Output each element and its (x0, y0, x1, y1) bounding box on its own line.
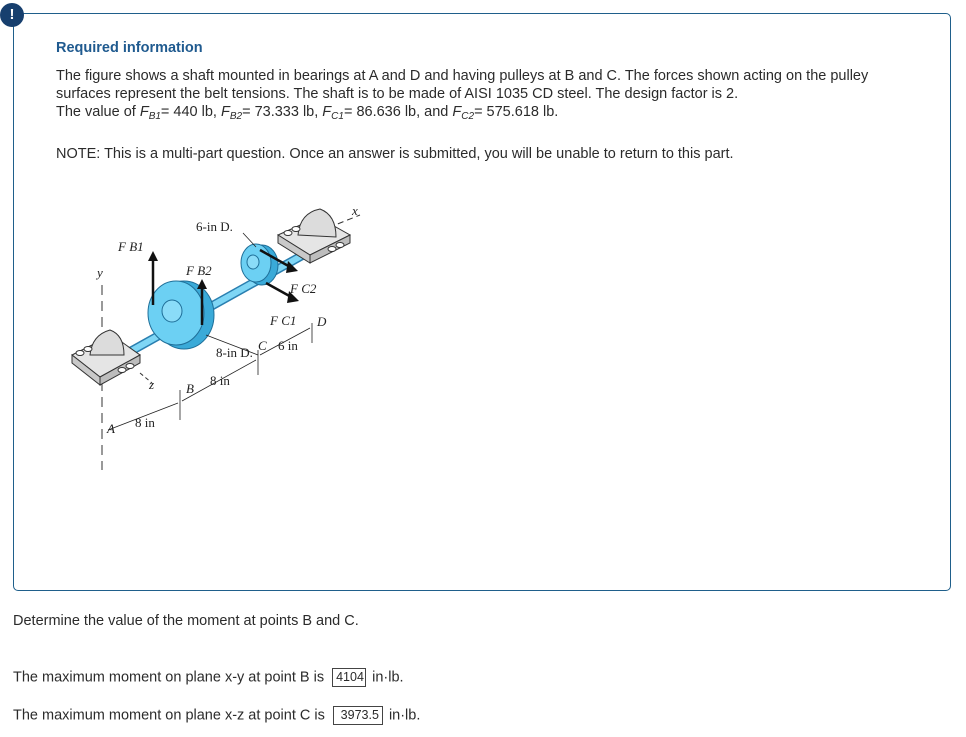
alert-icon: ! (0, 3, 24, 27)
label-y: y (97, 265, 103, 280)
answer-b-unit: in·lb. (372, 669, 404, 686)
fc1-sub: C1 (331, 111, 344, 122)
question-text: Determine the value of the moment at points B and C. (13, 613, 359, 629)
label-dim-cd: 6 in (278, 338, 298, 353)
values-prefix: The value of (56, 104, 140, 120)
label-z: z (149, 377, 155, 392)
fb1-value: = 440 lb, (160, 104, 221, 120)
fc1-var: F (322, 104, 332, 120)
label-c: C (258, 338, 267, 353)
fb1-sub: B1 (148, 111, 161, 122)
force-values-line (56, 104, 558, 120)
label-a: A (107, 421, 115, 436)
answer-c-field[interactable]: 3973.5 (333, 706, 383, 725)
label-b: B (186, 381, 194, 396)
label-fb2: F B2 (186, 263, 212, 278)
fc1-value: = 86.636 lb, and (343, 104, 453, 120)
problem-text: The figure shows a shaft mounted in bearings at A and D and having pulleys at B and C. The forces shown acting on the pulley surfaces represent the belt tensions. The shaft is to be made of AISI 1035 CD steel. The design factor is 2. (56, 68, 869, 102)
shaft-figure (60, 195, 390, 475)
fb2-sub: B2 (229, 111, 243, 122)
bearing-d (278, 209, 350, 263)
bearing-a (72, 330, 140, 385)
pulley-c (241, 244, 278, 285)
answer-b-prefix: The maximum moment on plane x-y at point B is (13, 669, 325, 686)
label-dim-ab: 8 in (135, 415, 155, 430)
label-8in-diameter: 8-in D. (216, 345, 253, 360)
fc2-value: = 575.618 lb. (474, 104, 559, 120)
problem-statement (56, 67, 926, 126)
fc2-sub: C2 (461, 111, 475, 122)
answer-b-field[interactable]: 4104 (332, 668, 366, 687)
label-fb1: F B1 (118, 239, 144, 254)
fb1-var: F (139, 104, 149, 120)
fb2-var: F (220, 104, 230, 120)
fb2-value: = 73.333 lb, (242, 104, 323, 120)
label-d: D (317, 314, 327, 329)
note-text: NOTE: This is a multi-part question. Once an answer is submitted, you will be unable to return to this part. (56, 146, 734, 162)
answer-b-row (13, 668, 404, 687)
fc2-var: F (452, 104, 462, 120)
required-info-heading: Required information (56, 40, 203, 56)
answer-c-unit: in·lb. (388, 707, 421, 724)
answer-c-row (13, 706, 420, 725)
label-dim-bc: 8 in (210, 373, 230, 388)
label-6in-diameter: 6-in D. (196, 219, 233, 234)
label-x: x (352, 203, 358, 218)
answer-c-prefix: The maximum moment on plane x-z at point C is (13, 707, 325, 724)
label-fc1: F C1 (270, 313, 297, 328)
label-fc2: F C2 (290, 281, 317, 296)
